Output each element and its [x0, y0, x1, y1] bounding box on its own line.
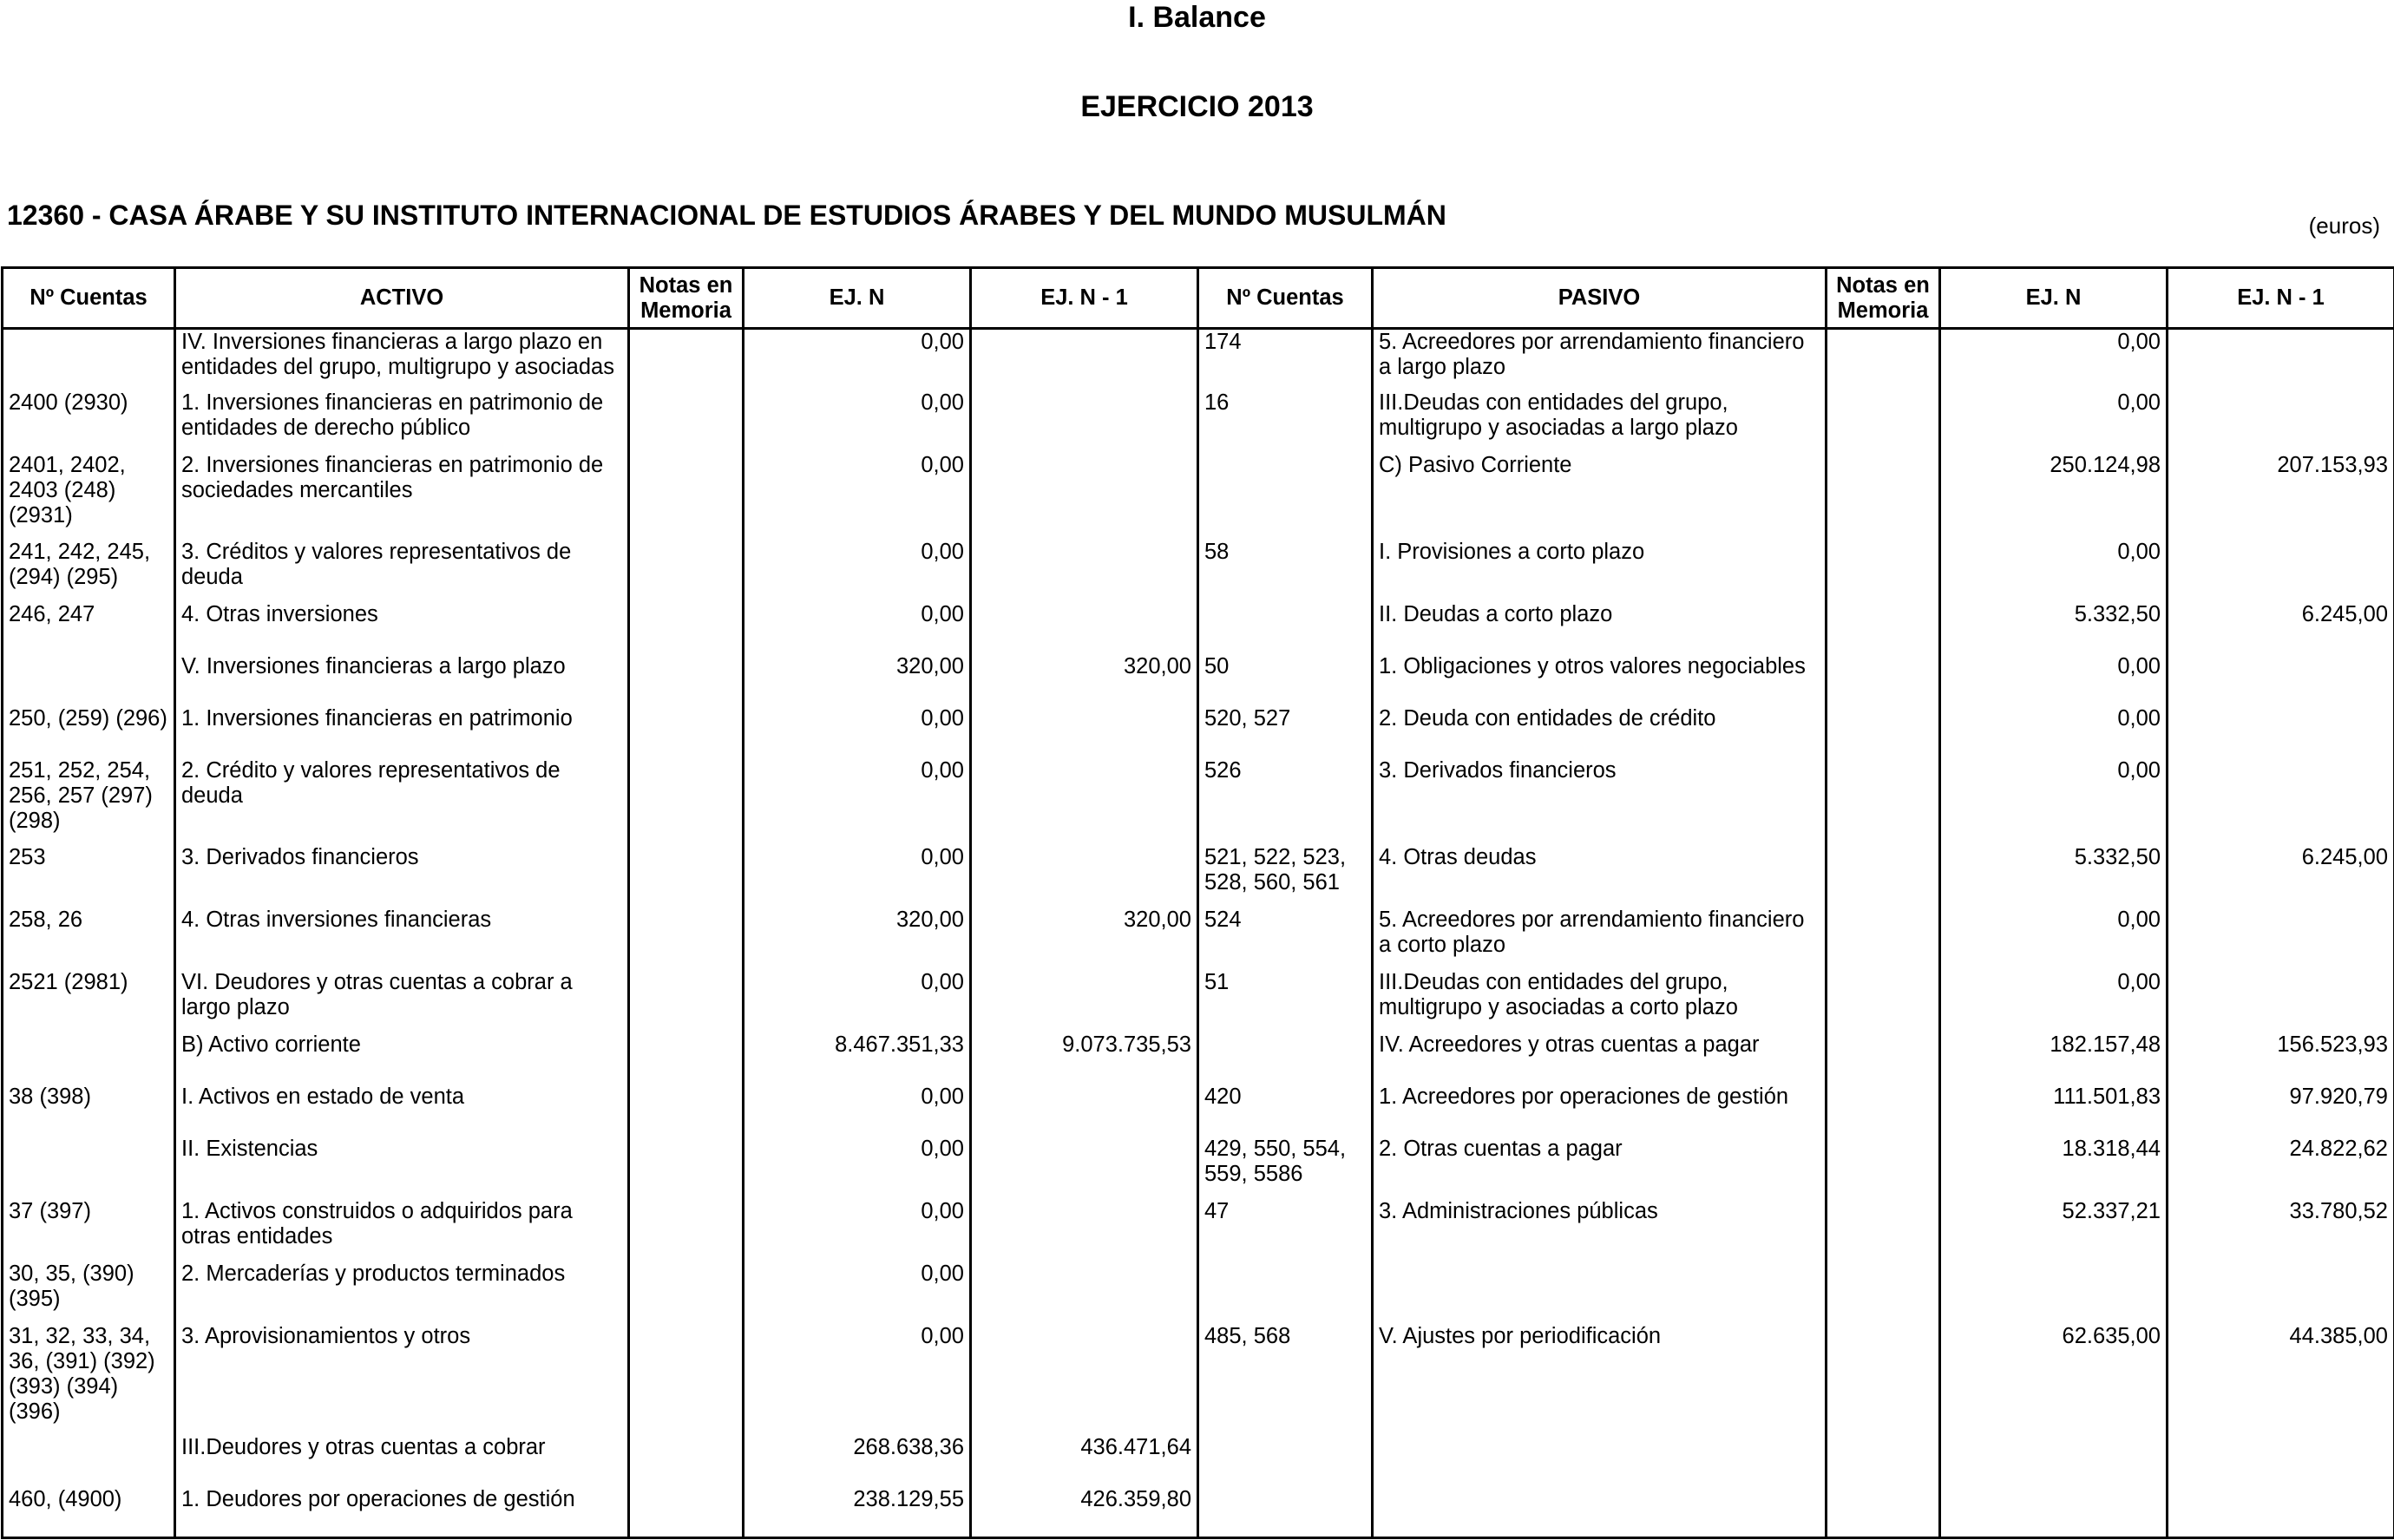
asset-label-cell: 1. Deudores por operaciones de gestión — [175, 1487, 629, 1538]
year-n-liabilities-cell: 5.332,50 — [1940, 602, 2168, 654]
notes-liabilities-cell — [1827, 390, 1940, 453]
account-assets-cell: 258, 26 — [3, 908, 175, 970]
year-n1-assets-cell: 9.073.735,53 — [971, 1032, 1198, 1085]
asset-label-cell: I. Activos en estado de venta — [175, 1085, 629, 1137]
liability-label-cell — [1373, 1261, 1827, 1324]
account-assets-cell — [3, 1435, 175, 1487]
year-n-liabilities-cell: 0,00 — [1940, 540, 2168, 602]
asset-label-cell: B) Activo corriente — [175, 1032, 629, 1085]
account-liabilities-cell — [1198, 453, 1373, 540]
year-n-assets-cell: 0,00 — [744, 1261, 971, 1324]
table-row — [3, 706, 2394, 758]
account-assets-cell: 241, 242, 245, (294) (295) — [3, 540, 175, 602]
account-assets-cell — [3, 1137, 175, 1199]
year-n-assets-cell: 0,00 — [744, 706, 971, 758]
account-assets-cell: 31, 32, 33, 34, 36, (391) (392) (393) (394) (396) — [3, 1324, 175, 1435]
year-n-assets-cell: 0,00 — [744, 1199, 971, 1261]
year-n-assets-cell: 0,00 — [744, 329, 971, 390]
account-liabilities-cell — [1198, 1261, 1373, 1324]
year-n-assets-cell: 0,00 — [744, 758, 971, 845]
account-liabilities-cell: 420 — [1198, 1085, 1373, 1137]
year-n-assets-cell: 238.129,55 — [744, 1487, 971, 1538]
account-assets-cell: 253 — [3, 845, 175, 908]
table-row — [3, 845, 2394, 908]
notes-assets-cell — [629, 1085, 744, 1137]
year-n1-assets-cell — [971, 758, 1198, 845]
year-n1-assets-cell — [971, 706, 1198, 758]
account-assets-cell: 38 (398) — [3, 1085, 175, 1137]
year-n-liabilities-cell — [1940, 1487, 2168, 1538]
year-n1-assets-cell: 426.359,80 — [971, 1487, 1198, 1538]
table-row — [3, 1487, 2394, 1538]
notes-assets-cell — [629, 758, 744, 845]
year-n1-liabilities-cell — [2168, 390, 2394, 453]
liability-label-cell: 4. Otras deudas — [1373, 845, 1827, 908]
year-n1-assets-cell — [971, 1137, 1198, 1199]
liability-label-cell: III.Deudas con entidades del grupo, multigrupo y asociadas a corto plazo — [1373, 970, 1827, 1032]
account-liabilities-cell: 51 — [1198, 970, 1373, 1032]
liability-label-cell: 1. Acreedores por operaciones de gestión — [1373, 1085, 1827, 1137]
year-n-liabilities-cell: 250.124,98 — [1940, 453, 2168, 540]
account-liabilities-cell: 58 — [1198, 540, 1373, 602]
year-n1-assets-cell — [971, 1085, 1198, 1137]
notes-assets-cell — [629, 1137, 744, 1199]
table-row — [3, 1032, 2394, 1085]
notes-assets-cell — [629, 970, 744, 1032]
year-n-liabilities-cell: 0,00 — [1940, 970, 2168, 1032]
notes-liabilities-cell — [1827, 1324, 1940, 1435]
notes-assets-cell — [629, 1487, 744, 1538]
header-year-n1-assets: EJ. N - 1 — [971, 268, 1198, 329]
account-liabilities-cell: 16 — [1198, 390, 1373, 453]
table-row — [3, 453, 2394, 540]
notes-assets-cell — [629, 602, 744, 654]
table-row — [3, 1137, 2394, 1199]
liability-label-cell: 5. Acreedores por arrendamiento financiero a largo plazo — [1373, 329, 1827, 390]
asset-label-cell: 1. Inversiones financieras en patrimonio de entidades de derecho público — [175, 390, 629, 453]
year-n1-liabilities-cell: 24.822,62 — [2168, 1137, 2394, 1199]
asset-label-cell: 2. Inversiones financieras en patrimonio de sociedades mercantiles — [175, 453, 629, 540]
year-n-assets-cell: 0,00 — [744, 1324, 971, 1435]
year-n1-assets-cell: 320,00 — [971, 908, 1198, 970]
notes-assets-cell — [629, 1435, 744, 1487]
account-liabilities-cell — [1198, 1435, 1373, 1487]
year-n-assets-cell: 0,00 — [744, 390, 971, 453]
account-assets-cell — [3, 1032, 175, 1085]
notes-assets-cell — [629, 845, 744, 908]
header-year-n-assets: EJ. N — [744, 268, 971, 329]
table-row — [3, 540, 2394, 602]
account-liabilities-cell: 429, 550, 554, 559, 5586 — [1198, 1137, 1373, 1199]
account-assets-cell: 250, (259) (296) — [3, 706, 175, 758]
year-n1-liabilities-cell — [2168, 970, 2394, 1032]
currency-units: (euros) — [2308, 213, 2380, 239]
year-n-liabilities-cell: 0,00 — [1940, 654, 2168, 706]
notes-assets-cell — [629, 540, 744, 602]
notes-assets-cell — [629, 329, 744, 390]
notes-assets-cell — [629, 453, 744, 540]
account-liabilities-cell — [1198, 602, 1373, 654]
balance-table — [1, 266, 2394, 1539]
asset-label-cell: 2. Crédito y valores representativos de deuda — [175, 758, 629, 845]
header-notes-liabilities: Notas en Memoria — [1827, 268, 1940, 329]
year-n-liabilities-cell: 182.157,48 — [1940, 1032, 2168, 1085]
asset-label-cell: 3. Derivados financieros — [175, 845, 629, 908]
notes-liabilities-cell — [1827, 845, 1940, 908]
notes-assets-cell — [629, 706, 744, 758]
notes-liabilities-cell — [1827, 1435, 1940, 1487]
asset-label-cell: 1. Inversiones financieras en patrimonio — [175, 706, 629, 758]
notes-assets-cell — [629, 908, 744, 970]
liability-label-cell: 3. Derivados financieros — [1373, 758, 1827, 845]
table-row — [3, 654, 2394, 706]
year-n1-assets-cell — [971, 1261, 1198, 1324]
year-n-liabilities-cell — [1940, 1261, 2168, 1324]
year-n1-liabilities-cell — [2168, 706, 2394, 758]
year-n-liabilities-cell: 52.337,21 — [1940, 1199, 2168, 1261]
notes-assets-cell — [629, 1324, 744, 1435]
asset-label-cell: V. Inversiones financieras a largo plazo — [175, 654, 629, 706]
notes-liabilities-cell — [1827, 1261, 1940, 1324]
year-n1-assets-cell — [971, 540, 1198, 602]
table-row — [3, 1199, 2394, 1261]
year-n-assets-cell: 320,00 — [744, 908, 971, 970]
year-n1-liabilities-cell: 156.523,93 — [2168, 1032, 2394, 1085]
liability-label-cell: V. Ajustes por periodificación — [1373, 1324, 1827, 1435]
header-notes-assets: Notas en Memoria — [629, 268, 744, 329]
asset-label-cell: VI. Deudores y otras cuentas a cobrar a largo plazo — [175, 970, 629, 1032]
year-n1-liabilities-cell: 33.780,52 — [2168, 1199, 2394, 1261]
notes-liabilities-cell — [1827, 540, 1940, 602]
year-n1-liabilities-cell: 6.245,00 — [2168, 845, 2394, 908]
year-n-assets-cell: 0,00 — [744, 540, 971, 602]
year-n-liabilities-cell — [1940, 1435, 2168, 1487]
table-row — [3, 1085, 2394, 1137]
account-assets-cell — [3, 329, 175, 390]
account-liabilities-cell — [1198, 1032, 1373, 1085]
account-assets-cell: 37 (397) — [3, 1199, 175, 1261]
notes-liabilities-cell — [1827, 654, 1940, 706]
notes-liabilities-cell — [1827, 329, 1940, 390]
table-row — [3, 329, 2394, 390]
year-n1-assets-cell — [971, 329, 1198, 390]
year-n1-assets-cell — [971, 970, 1198, 1032]
asset-label-cell: IV. Inversiones financieras a largo plazo en entidades del grupo, multigrupo y asociadas — [175, 329, 629, 390]
notes-assets-cell — [629, 1199, 744, 1261]
liability-label-cell: C) Pasivo Corriente — [1373, 453, 1827, 540]
notes-liabilities-cell — [1827, 1032, 1940, 1085]
year-n1-liabilities-cell: 6.245,00 — [2168, 602, 2394, 654]
liability-label-cell: III.Deudas con entidades del grupo, multigrupo y asociadas a largo plazo — [1373, 390, 1827, 453]
notes-liabilities-cell — [1827, 1199, 1940, 1261]
account-liabilities-cell: 520, 527 — [1198, 706, 1373, 758]
year-n-assets-cell: 0,00 — [744, 602, 971, 654]
year-n1-liabilities-cell — [2168, 908, 2394, 970]
account-liabilities-cell: 526 — [1198, 758, 1373, 845]
notes-liabilities-cell — [1827, 1487, 1940, 1538]
page-title: I. Balance — [1128, 1, 1266, 34]
notes-assets-cell — [629, 654, 744, 706]
year-n-assets-cell: 268.638,36 — [744, 1435, 971, 1487]
header-year-n1-liabilities: EJ. N - 1 — [2168, 268, 2394, 329]
asset-label-cell: 1. Activos construidos o adquiridos para otras entidades — [175, 1199, 629, 1261]
year-n1-assets-cell — [971, 453, 1198, 540]
year-n-assets-cell: 0,00 — [744, 845, 971, 908]
asset-label-cell: 3. Créditos y valores representativos de deuda — [175, 540, 629, 602]
header-year-n-liabilities: EJ. N — [1940, 268, 2168, 329]
liability-label-cell — [1373, 1487, 1827, 1538]
account-liabilities-cell: 524 — [1198, 908, 1373, 970]
year-n-liabilities-cell: 5.332,50 — [1940, 845, 2168, 908]
year-n1-assets-cell: 320,00 — [971, 654, 1198, 706]
notes-liabilities-cell — [1827, 706, 1940, 758]
account-assets-cell: 246, 247 — [3, 602, 175, 654]
account-assets-cell: 30, 35, (390) (395) — [3, 1261, 175, 1324]
account-liabilities-cell: 521, 522, 523, 528, 560, 561 — [1198, 845, 1373, 908]
notes-liabilities-cell — [1827, 602, 1940, 654]
account-assets-cell — [3, 654, 175, 706]
year-n1-assets-cell — [971, 390, 1198, 453]
asset-label-cell: 4. Otras inversiones financieras — [175, 908, 629, 970]
year-n1-liabilities-cell: 44.385,00 — [2168, 1324, 2394, 1435]
notes-liabilities-cell — [1827, 970, 1940, 1032]
account-assets-cell: 251, 252, 254, 256, 257 (297) (298) — [3, 758, 175, 845]
account-liabilities-cell: 485, 568 — [1198, 1324, 1373, 1435]
year-n1-liabilities-cell — [2168, 540, 2394, 602]
notes-liabilities-cell — [1827, 908, 1940, 970]
account-liabilities-cell — [1198, 1487, 1373, 1538]
notes-liabilities-cell — [1827, 453, 1940, 540]
table-row — [3, 390, 2394, 453]
table-row — [3, 970, 2394, 1032]
account-liabilities-cell: 47 — [1198, 1199, 1373, 1261]
notes-liabilities-cell — [1827, 1085, 1940, 1137]
asset-label-cell: 4. Otras inversiones — [175, 602, 629, 654]
year-n1-liabilities-cell — [2168, 329, 2394, 390]
year-n-liabilities-cell: 0,00 — [1940, 908, 2168, 970]
year-n1-assets-cell: 436.471,64 — [971, 1435, 1198, 1487]
year-n1-liabilities-cell — [2168, 1435, 2394, 1487]
account-assets-cell: 2400 (2930) — [3, 390, 175, 453]
account-assets-cell: 460, (4900) — [3, 1487, 175, 1538]
year-n1-assets-cell — [971, 1199, 1198, 1261]
year-n-liabilities-cell: 0,00 — [1940, 390, 2168, 453]
notes-liabilities-cell — [1827, 758, 1940, 845]
year-n-assets-cell: 8.467.351,33 — [744, 1032, 971, 1085]
year-n-liabilities-cell: 0,00 — [1940, 329, 2168, 390]
asset-label-cell: II. Existencias — [175, 1137, 629, 1199]
year-n-liabilities-cell: 0,00 — [1940, 706, 2168, 758]
liability-label-cell: 2. Deuda con entidades de crédito — [1373, 706, 1827, 758]
liability-label-cell: II. Deudas a corto plazo — [1373, 602, 1827, 654]
year-n1-assets-cell — [971, 1324, 1198, 1435]
year-n1-liabilities-cell — [2168, 654, 2394, 706]
year-n-liabilities-cell: 18.318,44 — [1940, 1137, 2168, 1199]
year-n-assets-cell: 0,00 — [744, 453, 971, 540]
account-assets-cell: 2401, 2402, 2403 (248) (2931) — [3, 453, 175, 540]
table-row — [3, 758, 2394, 845]
liability-label-cell: I. Provisiones a corto plazo — [1373, 540, 1827, 602]
notes-liabilities-cell — [1827, 1137, 1940, 1199]
year-n1-assets-cell — [971, 602, 1198, 654]
header-accounts-liabilities: Nº Cuentas — [1198, 268, 1373, 329]
year-n1-liabilities-cell: 97.920,79 — [2168, 1085, 2394, 1137]
header-assets: ACTIVO — [175, 268, 629, 329]
year-n-liabilities-cell: 62.635,00 — [1940, 1324, 2168, 1435]
notes-assets-cell — [629, 1261, 744, 1324]
year-n-assets-cell: 0,00 — [744, 1137, 971, 1199]
liability-label-cell: 1. Obligaciones y otros valores negociables — [1373, 654, 1827, 706]
year-n-liabilities-cell: 111.501,83 — [1940, 1085, 2168, 1137]
year-n-assets-cell: 0,00 — [744, 1085, 971, 1137]
table-row — [3, 602, 2394, 654]
liability-label-cell: 3. Administraciones públicas — [1373, 1199, 1827, 1261]
account-assets-cell: 2521 (2981) — [3, 970, 175, 1032]
year-n-assets-cell: 0,00 — [744, 970, 971, 1032]
liability-label-cell: 5. Acreedores por arrendamiento financiero a corto plazo — [1373, 908, 1827, 970]
table-row — [3, 1435, 2394, 1487]
year-n1-liabilities-cell — [2168, 1261, 2394, 1324]
header-liabilities: PASIVO — [1373, 268, 1827, 329]
header-accounts-assets: Nº Cuentas — [3, 268, 175, 329]
year-n-liabilities-cell: 0,00 — [1940, 758, 2168, 845]
asset-label-cell: 2. Mercaderías y productos terminados — [175, 1261, 629, 1324]
fiscal-year-title: EJERCICIO 2013 — [1080, 90, 1314, 123]
asset-label-cell: 3. Aprovisionamientos y otros — [175, 1324, 629, 1435]
table-row — [3, 1324, 2394, 1435]
account-liabilities-cell: 174 — [1198, 329, 1373, 390]
liability-label-cell — [1373, 1435, 1827, 1487]
account-liabilities-cell: 50 — [1198, 654, 1373, 706]
year-n-assets-cell: 320,00 — [744, 654, 971, 706]
year-n1-assets-cell — [971, 845, 1198, 908]
liability-label-cell: 2. Otras cuentas a pagar — [1373, 1137, 1827, 1199]
year-n1-liabilities-cell — [2168, 758, 2394, 845]
entity-name: 12360 - CASA ÁRABE Y SU INSTITUTO INTERNACIONAL DE ESTUDIOS ÁRABES Y DEL MUNDO MUSULMÁN — [7, 200, 1446, 231]
notes-assets-cell — [629, 390, 744, 453]
year-n1-liabilities-cell: 207.153,93 — [2168, 453, 2394, 540]
year-n1-liabilities-cell — [2168, 1487, 2394, 1538]
notes-assets-cell — [629, 1032, 744, 1085]
table-row — [3, 1261, 2394, 1324]
asset-label-cell: III.Deudores y otras cuentas a cobrar — [175, 1435, 629, 1487]
liability-label-cell: IV. Acreedores y otras cuentas a pagar — [1373, 1032, 1827, 1085]
header-row — [3, 268, 2394, 329]
table-row — [3, 908, 2394, 970]
